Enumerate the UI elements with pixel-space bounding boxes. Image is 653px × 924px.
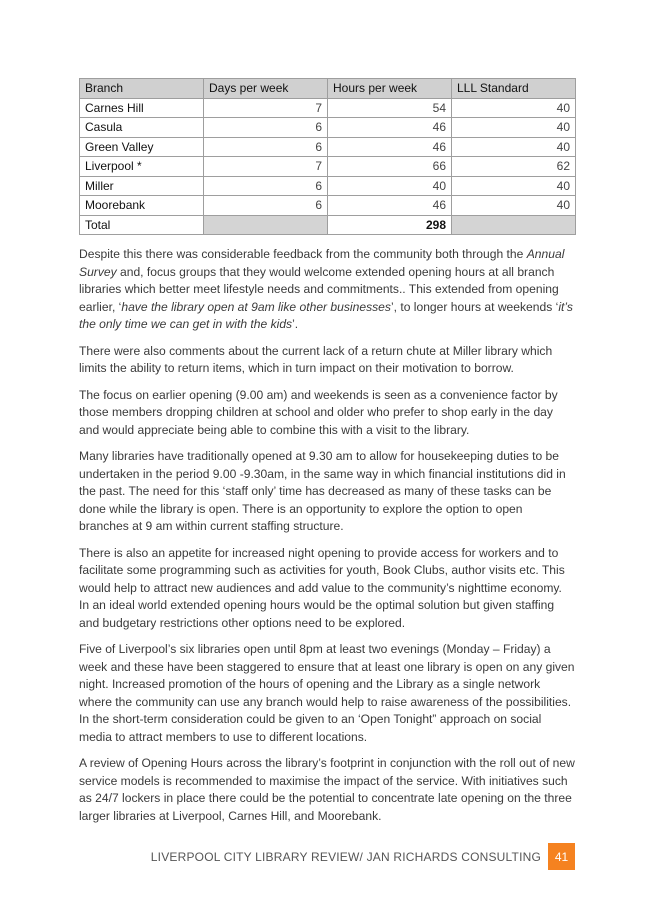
- paragraph-staggered-hours: Five of Liverpool’s six libraries open until 8pm at least two evenings (Monday – Friday) a week and these have been staggered to ensure that at least one library is open on any given night. Increased promotion of the hours of opening and the Library as a single network where the community can use any branch would help to raise awareness of the possibilities. In the short-term consideration could be given to an ‘Open Tonight” approach on social media to attract members to use to different locations.: [79, 642, 575, 744]
- total-label: Total: [80, 215, 204, 235]
- hours-cell: 46: [328, 137, 452, 157]
- page-number-badge: 41: [548, 843, 575, 870]
- standard-cell: 40: [452, 176, 576, 196]
- standard-cell: 40: [452, 98, 576, 118]
- table-row: [80, 98, 576, 118]
- paragraph-review: A review of Opening Hours across the library’s footprint in conjunction with the roll out of new service models is recommended to maximise the impact of the service. With initiatives such as 24/7 lockers in place there could be the potential to concentrate late opening on the three larger libraries at Liverpool, Carnes Hill, and Moorebank.: [79, 756, 575, 823]
- days-cell: 7: [204, 98, 328, 118]
- days-cell: 6: [204, 137, 328, 157]
- branch-cell: Carnes Hill: [80, 98, 204, 118]
- hours-cell: 54: [328, 98, 452, 118]
- table-row: [80, 176, 576, 196]
- standard-cell: 40: [452, 137, 576, 157]
- total-days-empty: [204, 215, 328, 235]
- table-row: [80, 118, 576, 138]
- footer-title: LIVERPOOL CITY LIBRARY REVIEW/ JAN RICHARDS CONSULTING: [150, 849, 541, 864]
- p1-text-e: ’, to longer hours at weekends ‘: [390, 299, 559, 314]
- days-cell: 6: [204, 196, 328, 216]
- p1-annual-survey: Annual Survey: [79, 247, 565, 279]
- branch-cell: Casula: [80, 118, 204, 138]
- branch-cell: Liverpool *: [80, 157, 204, 177]
- total-hours: 298: [328, 215, 452, 235]
- page-footer: [151, 843, 575, 870]
- paragraph-housekeeping: Many libraries have traditionally opened at 9.30 am to allow for housekeeping duties to be undertaken in the period 9.00 -9.30am, in the same way in which financial institutions did in the past. The need for this ‘staff only’ time has decreased as many of these tasks can be done while the library is open. There is an opportunity to explore the option to open branches at 9 am within current staffing structure.: [79, 449, 566, 533]
- standard-cell: 40: [452, 196, 576, 216]
- hours-cell: 46: [328, 196, 452, 216]
- table-header-row: [80, 79, 576, 99]
- p1-text-a: Despite this there was considerable feedback from the community both through the: [79, 247, 527, 261]
- body-text: [79, 246, 575, 834]
- p1-quote-9am: have the library open at 9am like other businesses: [121, 299, 391, 314]
- header-hours: Hours per week: [328, 79, 452, 99]
- standard-cell: 62: [452, 157, 576, 177]
- paragraph-night-opening: There is also an appetite for increased night opening to provide access for workers and to facilitate some programming such as activities for youth, Book Clubs, author visits etc. This would help to attract new audiences and add value to the community’s nighttime economy. In an ideal world extended opening hours would be the optimal solution but given staffing and budgetary restrictions other options need to be explored.: [79, 545, 565, 630]
- total-standard-empty: [452, 215, 576, 235]
- table-total-row: [80, 215, 576, 235]
- standard-cell: 40: [452, 118, 576, 138]
- table-row: [80, 157, 576, 177]
- days-cell: 6: [204, 118, 328, 138]
- table-row: [80, 196, 576, 216]
- hours-cell: 66: [328, 157, 452, 177]
- paragraph-earlier-opening: The focus on earlier opening (9.00 am) and weekends is seen as a convenience factor by those members dropping children at school and older who prefer to shop early in the day and would appreciate being able to combine this with a visit to the library.: [79, 387, 558, 437]
- opening-hours-table: [79, 78, 576, 235]
- days-cell: 6: [204, 176, 328, 196]
- branch-cell: Miller: [80, 176, 204, 196]
- p1-text-c: and, focus groups that they would welcome extended opening hours at all branch libraries which better meet lifestyle needs and commitments.. This extended from opening earlier, ‘: [79, 264, 559, 314]
- branch-cell: Moorebank: [80, 196, 204, 216]
- header-branch: Branch: [80, 79, 204, 99]
- header-standard: LLL Standard: [452, 79, 576, 99]
- days-cell: 7: [204, 157, 328, 177]
- p1-text-g: ’.: [292, 317, 299, 331]
- hours-cell: 40: [328, 176, 452, 196]
- hours-cell: 46: [328, 118, 452, 138]
- p1-quote-kids: it’s the only time we can get in with the kids: [79, 299, 573, 331]
- header-days: Days per week: [204, 79, 328, 99]
- paragraph-feedback: [79, 246, 575, 334]
- table-row: [80, 137, 576, 157]
- paragraph-return-chute: There were also comments about the current lack of a return chute at Miller library which limits the ability to return items, which in turn impact on their motivation to borrow.: [79, 343, 553, 375]
- branch-cell: Green Valley: [80, 137, 204, 157]
